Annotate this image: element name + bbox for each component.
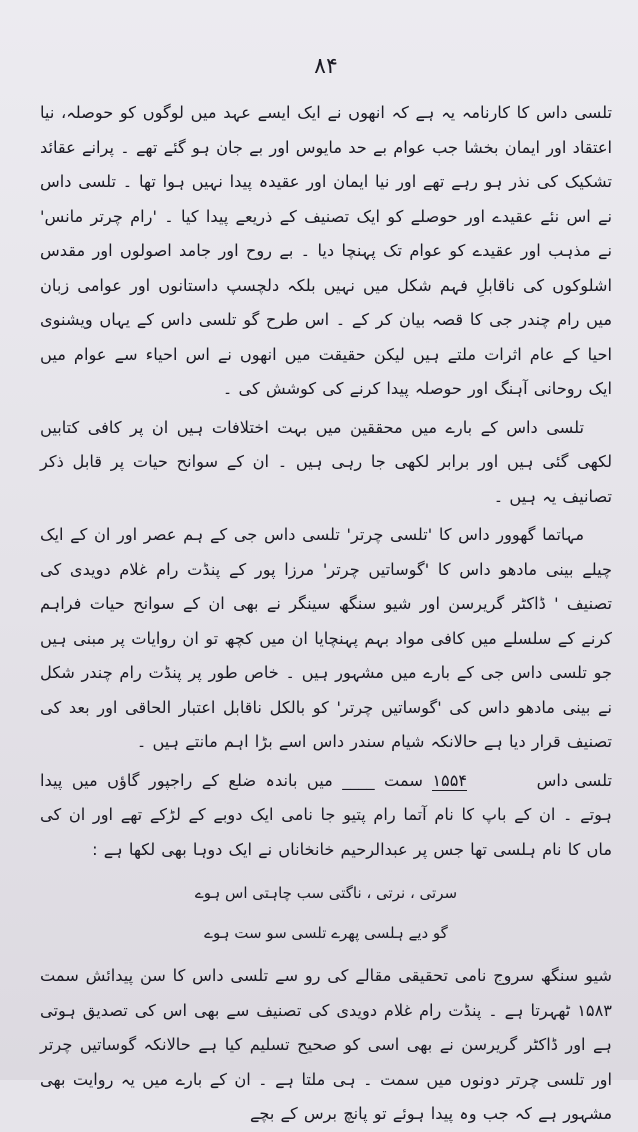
paragraph-scholarly-debate: تلسی داس کے بارے میں محققین میں بہت اختلافات ہیں ان پر کافی کتابیں لکھی گئی ہیں اور برابر لکھی جا رہی ہیں ۔ ان کے سوانح حیات پر قابل ذکر تصانیف یہ ہیں ۔ [40, 417, 612, 506]
doha-verse [40, 873, 612, 953]
page-number: ۸۴ [314, 54, 338, 79]
paragraph-birthplace-text: سمت ____ میں باندہ ضلع کے راجپور گاؤں میں پیدا ہوتے ۔ ان کے باپ کا نام آتما رام پتیو جا نامی ایک دوبے کے لڑکے تھے اور ان کی ماں کا نام ہلسی تھا جس پر عبدالرحیم خانخاناں نے ایک دوہا بھی لکھا ہے : [40, 770, 612, 859]
paragraph-tulsidas-achievement: تلسی داس کا کارنامہ یہ ہے کہ انھوں نے ایک ایسے عہد میں لوگوں کو حوصلہ، نیا اعتقاد اور ایمان بخشا جب عوام بے حد مایوس اور بے جان ہو گئے تھے ۔ پرانے عقائد تشکیک کی نذر ہو رہے تھے اور نیا ایمان اور عقیدہ پیدا نہیں ہوا تھا ۔ تلسی داس نے اس نئے عقیدے اور حوصلے کو ایک تصنیف کے ذریعے پیدا کیا ۔ 'رام چرتر مانس' نے مذہب اور عقیدے کو عوام تک پہنچا دیا ۔ بے روح اور جامد اصولوں اور مقدس اشلوکوں کی ناقابلِ فہم شکل میں نہیں بلکہ دلچسپ داستانوں اور عوامی زبان میں رام چندر جی کا قصہ بیان کر کے ۔ اس طرح گو تلسی داس کے یہاں ویشنوی احیا کے عام اثرات ملتے ہیں لیکن حقیقت میں انھوں نے اس احیاء سے عوام میں ایک روحانی آہنگ اور حوصلہ پیدا کرنے کی کوشش کی ۔ [40, 103, 612, 398]
paragraph-birthplace [40, 764, 612, 868]
verse-line-2: گو دیے ہلسی پھرے تلسی سو ست ہوے [204, 924, 448, 942]
paragraph-biographies: مہاتما گھوور داس کا 'تلسی چرتر' تلسی داس جی کے ہم عصر اور ان کے ایک چیلے بینی مادھو داس کا 'گوساتیں چرتر' مرزا پور کے پنڈت رام غلام دویدی کی تصنیف ' ڈاکٹر گریرسن اور شیو سنگھ سینگر نے بھی ان کے سوانح حیات فراہم کرنے کے سلسلے میں کافی مواد بہم پہنچایا ان میں کچھ تو ان روایات پر مبنی ہیں جو تلسی داس جی کے بارے میں مشہور ہیں ۔ خاص طور پر پنڈت رام چندر شکل نے بینی مادھو داس کی 'گوساتیں چرتر' کو بالکل ناقابل اعتبار الحاقی اور بعد کی تصنیف قرار دیا ہے حالانکہ شیام سندر داس اسے بڑا اہم مانتے ہیں ۔ [40, 525, 612, 751]
verse-line-1: سرتی ، نرتی ، ناگتی سب چاہتی اس ہوے [194, 884, 458, 902]
birth-year: ۱۵۵۴ [432, 770, 468, 790]
paragraph-label: تلسی داس [536, 770, 612, 790]
paragraph-birth-date: شیو سنگھ سروج نامی تحقیقی مقالے کی رو سے تلسی داس کا سن پیدائش سمت ۱۵۸۳ ٹھہرتا ہے ۔ پنڈت رام غلام دویدی کی تصنیف سے بھی اس کی تصدیق ہوتی ہے اور ڈاکٹر گریرسن نے بھی اسی کو صحیح تسلیم کیا ہے حالانکہ گوساتیں چرتر اور تلسی چرتر دونوں میں سمت ۔ ہی ملتا ہے ۔ ان کے بارے میں یہ روایت بھی مشہور ہے کہ جب وہ پیدا ہوئے تو پانچ برس کے بچے [40, 966, 612, 1123]
